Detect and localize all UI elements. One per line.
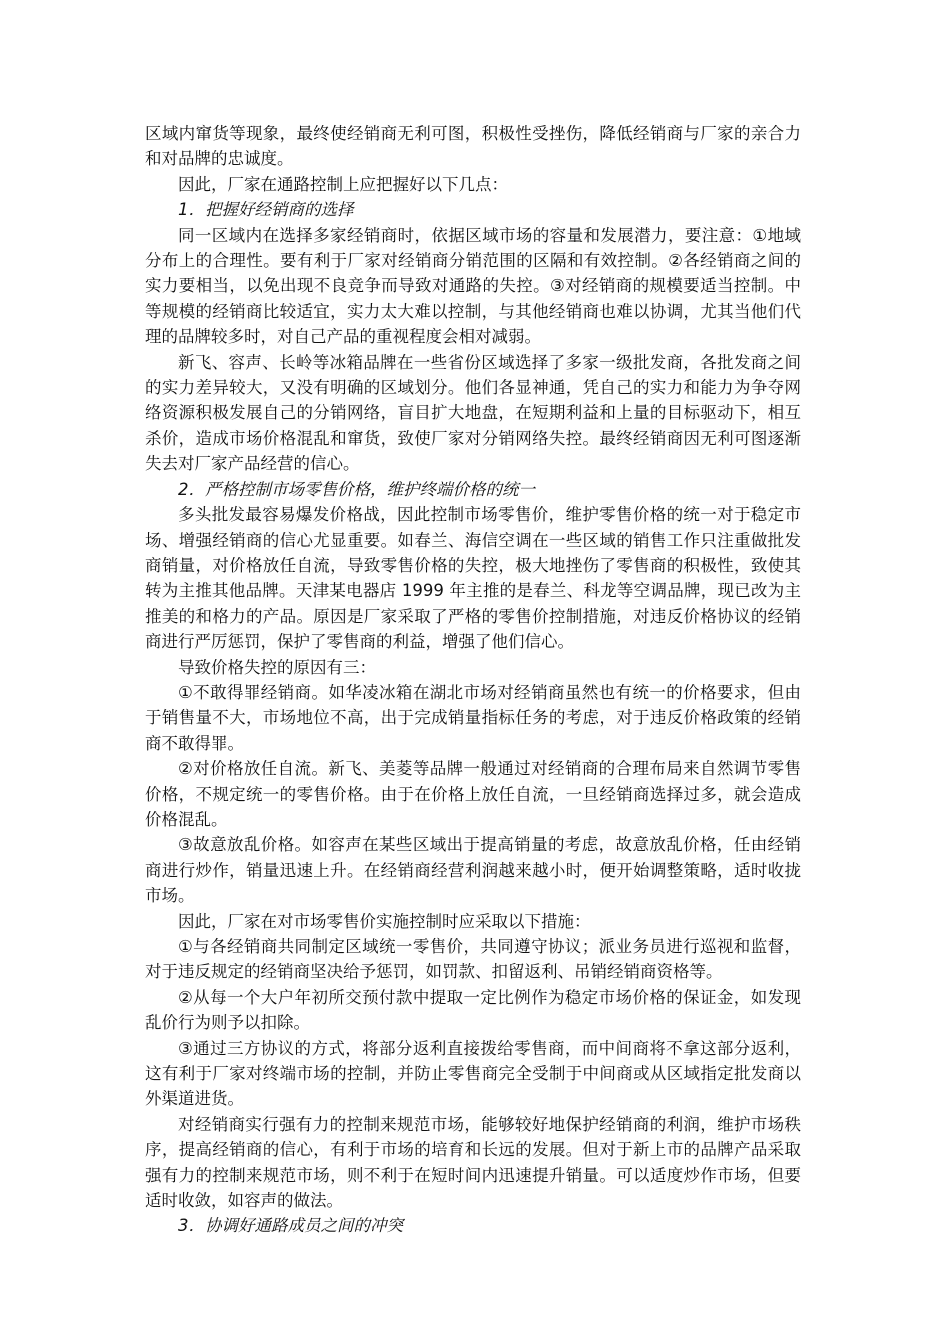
section-heading: 1．把握好经销商的选择 [178, 200, 354, 220]
paragraph: 多头批发最容易爆发价格战，因此控制市场零售价，维护零售价格的统一对于稳定市场、增强经销商的信心尤显重要。如春兰、海信空调在一些区域的销售工作只注重做批发商销量，对价格放任自流，导致零售价格的失控，极大地挫伤了零售商的积极性，致使其转为主推其他品牌。天津某电器店 1999 年主推的是春兰、科龙等空调品牌，现已改为主推美的和格力的产品。原因是厂家采取了严格的零售价控制措施，对违反价格协议的经销商进行严厉惩罚，保护了零售商的利益，增强了他们信心。 [145, 505, 801, 652]
paragraph: 因此，厂家在通路控制上应把握好以下几点： [178, 174, 508, 194]
section-heading: 2．严格控制市场零售价格，维护终端价格的统一 [178, 479, 535, 499]
section-heading: 3．协调好通路成员之间的冲突 [178, 1216, 403, 1236]
list-item: ②从每一个大户年初所交预付款中提取一定比例作为稳定市场价格的保证金，如发现乱价行为则予以扣除。 [145, 987, 801, 1033]
paragraph: 导致价格失控的原因有三： [178, 657, 376, 677]
list-item: ①不敢得罪经销商。如华凌冰箱在湖北市场对经销商虽然也有统一的价格要求，但由于销售量不大，市场地位不高，出于完成销量指标任务的考虑，对于违反价格政策的经销商不敢得罪。 [145, 682, 801, 753]
paragraph: 新飞、容声、长岭等冰箱品牌在一些省份区域选择了多家一级批发商，各批发商之间的实力差异较大，又没有明确的区域划分。他们各显神通，凭自己的实力和能力为争夺网络资源积极发展自己的分销网络，盲目扩大地盘，在短期利益和上量的目标驱动下，相互杀价，造成市场价格混乱和窜货，致使厂家对分销网络失控。最终经销商因无利可图逐渐失去对厂家产品经营的信心。 [145, 352, 801, 474]
document-page [145, 121, 801, 1239]
paragraph-continuation: 区域内窜货等现象，最终使经销商无利可图，积极性受挫伤，降低经销商与厂家的亲合力和对品牌的忠诚度。 [145, 124, 801, 169]
list-item: ②对价格放任自流。新飞、美菱等品牌一般通过对经销商的合理布局来自然调节零售价格，不规定统一的零售价格。由于在价格上放任自流，一旦经销商选择过多，就会造成价格混乱。 [145, 759, 801, 829]
list-item: ①与各经销商共同制定区域统一零售价，共同遵守协议；派业务员进行巡视和监督，对于违反规定的经销商坚决给予惩罚，如罚款、扣留返利、吊销经销商资格等。 [145, 937, 801, 982]
paragraph: 因此，厂家在对市场零售价实施控制时应采取以下措施： [178, 911, 591, 931]
list-item: ③通过三方协议的方式，将部分返利直接拨给零售商，而中间商将不拿这部分返利，这有利于厂家对终端市场的控制，并防止零售商完全受制于中间商或从区域指定批发商以外渠道进货。 [145, 1038, 801, 1109]
paragraph: 同一区域内在选择多家经销商时，依据区域市场的容量和发展潜力，要注意：①地域分布上的合理性。要有利于厂家对经销商分销范围的区隔和有效控制。②各经销商之间的实力要相当，以免出现不良竞争而导致对通路的失控。③对经销商的规模要适当控制。中等规模的经销商比较适宜，实力太大难以控制，与其他经销商也难以协调，尤其当他们代理的品牌较多时，对自己产品的重视程度会相对减弱。 [145, 225, 801, 347]
list-item: ③故意放乱价格。如容声在某些区域出于提高销量的考虑，故意放乱价格，任由经销商进行炒作，销量迅速上升。在经销商经营利润越来越小时，便开始调整策略，适时收拢市场。 [145, 835, 801, 906]
paragraph: 对经销商实行强有力的控制来规范市场，能够较好地保护经销商的利润，维护市场秩序，提高经销商的信心，有利于市场的培育和长远的发展。但对于新上市的品牌产品采取强有力的控制来规范市场，则不利于在短时间内迅速提升销量。可以适度炒作市场，但要适时收敛，如容声的做法。 [145, 1114, 801, 1211]
